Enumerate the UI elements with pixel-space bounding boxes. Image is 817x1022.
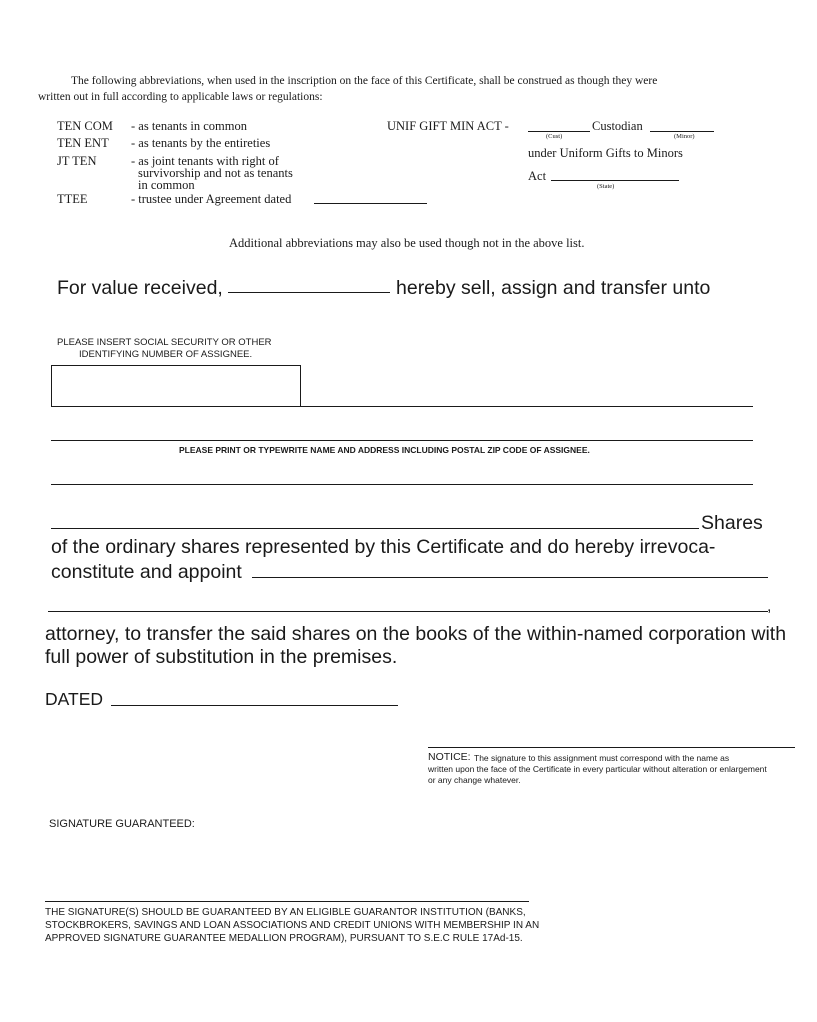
- ordinary-shares-text: of the ordinary shares represented by this Certificate and do hereby irrevoca-: [51, 536, 716, 558]
- shares-label: Shares: [701, 512, 763, 534]
- abbr-jt-ten: JT TEN: [57, 154, 97, 168]
- minor-note: (Minor): [674, 133, 695, 140]
- attorney-comma: ,: [767, 598, 772, 615]
- state-line[interactable]: [551, 180, 679, 181]
- notice-label: NOTICE:: [428, 751, 471, 763]
- guarantor-signature-line[interactable]: [45, 901, 529, 902]
- assignor-line[interactable]: [228, 292, 390, 293]
- ssn-input-box[interactable]: [51, 365, 301, 407]
- additional-abbreviations-note: Additional abbreviations may also be used though not in the above list.: [229, 236, 585, 250]
- attorney-text-2: full power of substitution in the premises.: [45, 646, 398, 668]
- ssn-label-2: IDENTIFYING NUMBER OF ASSIGNEE.: [79, 349, 253, 360]
- custodian-label: Custodian: [592, 119, 643, 133]
- notice-line-3: or any change whatever.: [428, 775, 521, 785]
- ssn-label-1: PLEASE INSERT SOCIAL SECURITY OR OTHER: [57, 337, 272, 348]
- state-note: (State): [597, 183, 615, 190]
- guarantor-footer-2: STOCKBROKERS, SAVINGS AND LOAN ASSOCIATIONS AND CREDIT UNIONS WITH MEMBERSHIP IN AN: [45, 920, 540, 931]
- attorney-name-line[interactable]: [252, 577, 768, 578]
- assignee-line-3[interactable]: [51, 484, 753, 485]
- signature-guaranteed-label: SIGNATURE GUARANTEED:: [49, 818, 195, 830]
- intro-line-2: written out in full according to applicable laws or regulations:: [38, 91, 323, 103]
- abbr-ten-com: TEN COM: [57, 119, 113, 133]
- constitute-appoint-text: constitute and appoint: [51, 561, 242, 583]
- abbr-jt-ten-meaning-2: survivorship and not as tenants: [138, 166, 293, 180]
- notice-line-1: The signature to this assignment must correspond with the name as: [474, 753, 730, 763]
- for-value-received: For value received,: [57, 277, 223, 299]
- dated-line[interactable]: [111, 705, 398, 706]
- act-label: Act: [528, 169, 547, 183]
- abbr-ttee: TTEE: [57, 192, 88, 206]
- intro-line-1: The following abbreviations, when used in the inscription on the face of this Certificate, shall be construed as though they were: [71, 75, 658, 87]
- assignee-line-2[interactable]: [51, 440, 753, 441]
- attorney-line-2[interactable]: [48, 611, 768, 612]
- assignee-line-1[interactable]: [300, 406, 753, 407]
- hereby-sell-text: hereby sell, assign and transfer unto: [396, 277, 711, 299]
- notice-line-2: written upon the face of the Certificate in every particular without alteration or enlargement: [428, 764, 767, 774]
- abbr-ttee-meaning: - trustee under Agreement dated: [131, 192, 292, 206]
- abbr-ten-ent-meaning: - as tenants by the entireties: [131, 136, 271, 150]
- print-name-label: PLEASE PRINT OR TYPEWRITE NAME AND ADDRESS INCLUDING POSTAL ZIP CODE OF ASSIGNEE.: [179, 445, 590, 455]
- under-uniform-gifts: under Uniform Gifts to Minors: [528, 146, 683, 160]
- abbr-jt-ten-meaning-1: - as joint tenants with right of: [131, 154, 279, 168]
- dated-label: DATED: [45, 689, 104, 709]
- minor-line[interactable]: [650, 131, 714, 132]
- shares-count-line[interactable]: [51, 528, 699, 529]
- abbr-ten-com-meaning: - as tenants in common: [131, 119, 247, 133]
- unif-gift-label: UNIF GIFT MIN ACT -: [387, 119, 509, 133]
- custodian-line[interactable]: [528, 131, 590, 132]
- abbr-jt-ten-meaning-3: in common: [138, 178, 195, 192]
- abbr-ten-ent: TEN ENT: [57, 136, 109, 150]
- guarantor-footer-1: THE SIGNATURE(S) SHOULD BE GUARANTEED BY AN ELIGIBLE GUARANTOR INSTITUTION (BANKS,: [45, 907, 526, 918]
- ttee-date-line[interactable]: [314, 203, 427, 204]
- signature-line[interactable]: [428, 747, 795, 748]
- cust-note: (Cust): [546, 133, 563, 140]
- guarantor-footer-3: APPROVED SIGNATURE GUARANTEE MEDALLION PROGRAM), PURSUANT TO S.E.C RULE 17Ad-15.: [45, 933, 523, 944]
- attorney-text-1: attorney, to transfer the said shares on the books of the within-named corporation with: [45, 623, 787, 645]
